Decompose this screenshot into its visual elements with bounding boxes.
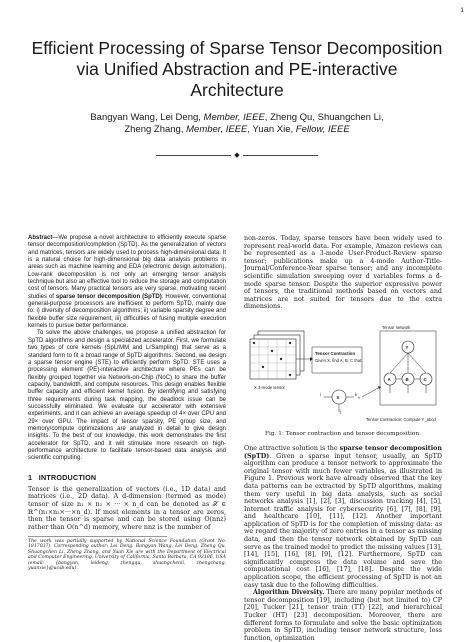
contraction-subtitle: Given X, find A, B, C that: xyxy=(315,357,363,363)
tensor-cube-icon xyxy=(250,331,304,379)
abstract-text-1b: . However, conventional general-purpose processors are inefficient to perform SpTD, mainly due to: i) diversity of decomposition algorithms; ii) variable sparsity degree and flexible buffer size requirement; iii) difficulties of fusing multiple execution kernels to pursue better performance. xyxy=(28,293,227,330)
diamond-icon: ◆ xyxy=(234,151,240,159)
index-k: k xyxy=(355,391,358,397)
network-node-c xyxy=(420,373,432,385)
index-i: i xyxy=(320,391,321,397)
author-role-2: Member, IEEE xyxy=(186,124,248,135)
abstract-paragraph-1 xyxy=(28,235,226,330)
tensor-label: X 3-mode tensor xyxy=(254,384,285,390)
author-list xyxy=(50,112,424,136)
author-line-1 xyxy=(50,112,424,124)
p2-start: One attractive solution is the xyxy=(244,444,340,452)
abstract xyxy=(28,235,226,463)
right-column xyxy=(244,235,442,642)
abstract-bold-term: sparse tensor decomposition (SpTD) xyxy=(55,293,162,300)
author-names-2: Zheng Zhang, xyxy=(124,124,184,135)
figure-1-diagram xyxy=(244,317,442,427)
intro-paragraph-1: Tensor is the generalization of vectors (i.e., 1D data) and matrices (i.e., 2D data). A d-dimension (termed as mode) tensor of size n₁ × n₂ × ··· × n_d can be denoted as 𝒳 ∈ ℝ^(n₁×n₂×···×n_d). If most elements in a tensor are zeros, then the tensor is sparse and can be stored using O(nnz) rather than O(n^d) memory, where nnz is the number of xyxy=(28,485,226,532)
right-paragraph-3 xyxy=(244,589,442,642)
tensor-network-label: Tensor network xyxy=(382,324,411,330)
node-a-label: A xyxy=(387,376,391,382)
author-role-1: Member, IEEE xyxy=(203,112,265,123)
abstract-paragraph-2: To solve the above challenges, we propose a unified abstraction for SpTD algorithms and design a specialized accelerator. First, we formulate two types of core kernels (SpLrMM and LrSampling) that serve as a standard form to fit a broad range of SpTD algorithms. Second, we design a sparse tensor engine (STE) to efficiently perform SpTD. STE uses a processing element (PE)-interactive architecture where PEs can be flexibly grouped together via Network-on-Chip (NoC) to share the buffer capacity, bandwidth, and compute resources. This design enables flexible buffer capacity and efficient kernel fusion. By identifying and satisfying three requirements during task mapping, the deadlock issue can be successfully eliminated. We evaluate our accelerator with extensive experiments, and it can achieve an average speedup of 4× over CPU and 29× over GPU. The impact of tensor sparsity, PE group size, and memory/compute optimizations are analyzed in detail to give design insights. To the best of our knowledge, this work demonstrates the first accelerator for SpTD, and it will stimulate more research on high-performance architecture to facilitate tensor-based data analysis and scientific computing. xyxy=(28,330,226,462)
abstract-label: Abstract xyxy=(28,235,53,241)
author-names-1: Bangyan Wang, Lei Deng, xyxy=(90,112,201,123)
section-number: 1 xyxy=(28,472,33,482)
abstract-text-1a: —We propose a novel architecture to efficiently execute sparse tensor decomposition/completion (SpTD). As the generalization of vectors and matrices, tensors are widely used to process high-dimensional data. It is a natural choice for high-dimensional big data analysis problems in areas such as machine learning and EDA (electronic design automation). Low-rank decomposition is not only an emerging tensor analysis technique but also an effective tool to reduce the storage and computation cost of tensors. Many practical tensors are very sparse, motivating recent studies of xyxy=(28,235,226,300)
right-text-top xyxy=(244,235,442,311)
right-text-bottom xyxy=(244,445,442,642)
p3-bold: Algorithm Diversity. xyxy=(253,589,325,597)
footnote: The work was partially supported by National Science Foundation (Grant No. 1817037). Corresponding author: Lei Deng. Bangyan Wang, Lei Deng, Zheng Qu, Shuangchen Li, Zheng Zhang, and Yuan Xie are with the Department of Electrical and Computer Engineering, University of California, Santa Barbara, CA 93106, USA (email: {bangyan, leideng, zhengqu, shuangchenli, zhengzhang, yuanxie}@ucsb.edu). xyxy=(28,538,226,572)
author-role-3: Fellow, IEEE xyxy=(295,124,350,135)
network-node-b xyxy=(402,373,414,385)
author-names-1b: , Zheng Qu, Shuangchen Li, xyxy=(264,112,384,123)
p3-end: There are many popular methods of tensor decomposition [19], including (but not limited to) CP [20], Tucker [21], tensor train (TT) [22], and hierarchical Tucker (HT) [23] decomposition. Moreover, there are different forms to formulate and solve the basic optimization problem in SpTD, including tensor network structure, loss function, optimization xyxy=(244,589,442,642)
approx-symbol: ≈ xyxy=(358,394,361,400)
intro-text xyxy=(28,486,226,532)
figure-caption: Fig. 1: Tensor contraction and tensor decomposition. xyxy=(265,430,421,437)
contraction-equation: Tensor Contraction: Compute Y_abcd xyxy=(366,416,436,422)
network-node-y xyxy=(402,341,414,353)
left-column xyxy=(28,235,226,572)
right-paragraph-2 xyxy=(244,445,442,589)
node-b-label: B xyxy=(405,376,409,382)
section-title: INTRODUCTION xyxy=(38,472,97,482)
figure-1 xyxy=(244,317,442,427)
page-number: 1 xyxy=(460,8,464,14)
p2-bold: sparse tensor decomposition (SpTD) xyxy=(244,444,442,460)
author-names-2b: , Yuan Xie, xyxy=(247,124,294,135)
title-divider xyxy=(0,151,474,159)
section-heading xyxy=(28,473,226,482)
network-node-a xyxy=(384,373,396,385)
paper-title: Efficient Processing of Sparse Tensor Decomposition via Unified Abstraction and PE-interactive Architecture xyxy=(31,38,443,100)
index-j: j xyxy=(340,408,341,414)
right-paragraph-1: non-zeros. Today, sparse tensors have been widely used to represent real-world data. For example, Amazon reviews can be represented as a 3-mode User-Product-Review sparse tensor; publications make up a 4-mode Author-Title-Journal/Conference-Year sparse tensor; and any incomplete scientific simulation sweeping over d variables forms a d-mode sparse tensor. Despite the superior expressive power of tensors, the traditional methods based on vectors and matrices are not suited for tensors due to the extra dimensions. xyxy=(244,235,442,311)
contraction-title: Tensor Contraction xyxy=(315,350,356,356)
p2-end: . Given a sparse input tensor, usually, an SpTD algorithm can produce a tensor network to approximate the original tensor with much fewer variables, as illustrated in Figure 1. Previous work have already observed that the key data patterns can be extracted by SpTD algorithms, making them very useful in big data analysis, such as social networks analysis [1], [2], [3], discussion tracking [4], [5], Internet traffic analysis for cybersecurity [6], [7], [8], [9], and healthcare [10], [11], [12]. Another important application of SpTD is for the completion of missing data: as we regard the majority of zero entries in a tensor as missing data, and then the tensor network obtained by SpTD can serve as the trained model to predict the missing values [13], [14], [15], [16], [8], [9], [12]. Furthermore, SpTD can significantly compress the data volume and save the computational cost [16], [17], [18]. Despite the wide application scope, the efficient processing of SpTD is not an easy task due to the following difficulties. xyxy=(244,452,443,589)
node-c-label: C xyxy=(423,376,427,382)
node-x-label: X xyxy=(336,394,340,400)
node-y-label: Y xyxy=(405,344,409,350)
author-line-2 xyxy=(50,124,424,136)
